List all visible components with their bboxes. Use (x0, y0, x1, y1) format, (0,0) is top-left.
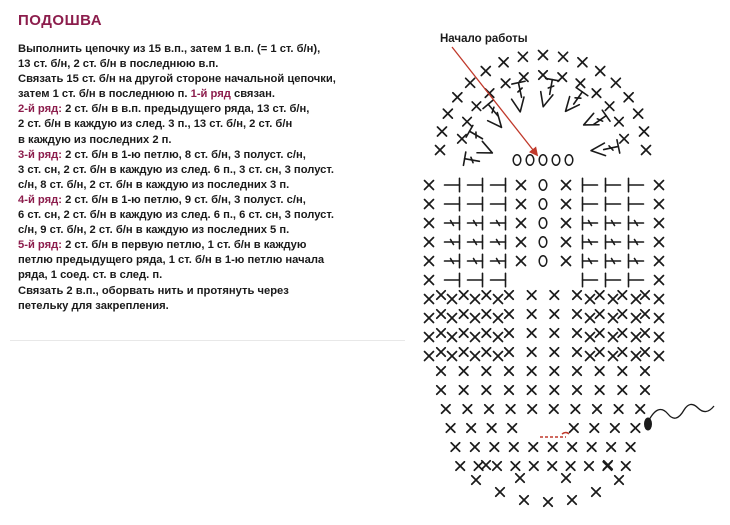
single-crochet-symbol (595, 367, 604, 376)
instruction-text: 2 ст. б/н в первую петлю, 1 ст. б/н в каждую (65, 239, 307, 252)
single-crochet-symbol (632, 314, 641, 323)
instruction-line: 6 ст. сн, 2 ст. б/н в каждую из след. 6 п., 6 ст. сн, 3 полуст. (18, 209, 334, 222)
single-crochet-symbol (622, 462, 631, 471)
single-crochet-symbol (550, 367, 559, 376)
instruction-line: Связать 2 в.п., оборвать нить и протянуть через (18, 284, 289, 297)
single-crochet-symbol (573, 386, 582, 395)
chain-symbol (513, 155, 521, 165)
double-crochet-symbol (445, 254, 460, 268)
half-double-crochet-symbol (583, 273, 598, 287)
single-crochet-symbol (624, 93, 633, 102)
single-crochet-symbol (527, 329, 536, 338)
half-double-crochet-symbol (606, 273, 621, 287)
single-crochet-symbol (425, 276, 434, 285)
single-crochet-symbol (482, 367, 491, 376)
increase-symbol (477, 141, 495, 158)
single-crochet-symbol (482, 348, 491, 357)
single-crochet-symbol (595, 329, 604, 338)
chain-symbol (552, 155, 560, 165)
single-crochet-symbol (611, 78, 620, 87)
single-crochet-symbol (562, 238, 571, 247)
single-crochet-symbol (641, 329, 650, 338)
single-crochet-symbol (482, 386, 491, 395)
single-crochet-symbol (505, 329, 514, 338)
single-crochet-symbol (632, 333, 641, 342)
single-crochet-symbol (562, 257, 571, 266)
single-crochet-symbol (618, 367, 627, 376)
single-crochet-symbol (550, 291, 559, 300)
single-crochet-symbol (471, 314, 480, 323)
single-crochet-symbol (518, 52, 527, 61)
double-crochet-symbol (468, 235, 483, 249)
single-crochet-symbol (618, 329, 627, 338)
single-crochet-symbol (517, 257, 526, 266)
single-crochet-symbol (573, 310, 582, 319)
single-crochet-symbol (559, 52, 568, 61)
single-crochet-symbol (539, 71, 548, 80)
single-crochet-symbol (443, 109, 452, 118)
single-crochet-symbol (425, 352, 434, 361)
single-crochet-symbol (609, 352, 618, 361)
instruction-line: 2 ст. б/н в каждую из след. 3 п., 13 ст. б/н, 2 ст. б/н (18, 118, 293, 131)
single-crochet-symbol (550, 348, 559, 357)
section-title: ПОДОШВА (18, 12, 103, 29)
double-crochet-symbol (512, 81, 528, 98)
instruction-line: Связать 15 ст. б/н на другой стороне начальной цепочки, (18, 73, 336, 86)
half-double-crochet-symbol (491, 273, 506, 287)
half-double-crochet-symbol (583, 178, 598, 192)
single-crochet-symbol (459, 348, 468, 357)
single-crochet-symbol (655, 219, 664, 228)
single-crochet-symbol (636, 405, 645, 414)
double-crochet-symbol (463, 152, 480, 168)
single-crochet-symbol (482, 310, 491, 319)
single-crochet-symbol (425, 333, 434, 342)
single-crochet-symbol (425, 257, 434, 266)
single-crochet-symbol (463, 117, 472, 126)
double-crochet-symbol (629, 235, 644, 249)
chain-symbol (539, 218, 547, 228)
single-crochet-symbol (437, 310, 446, 319)
single-crochet-symbol (550, 405, 559, 414)
single-crochet-symbol (451, 443, 460, 452)
single-crochet-symbol (586, 314, 595, 323)
single-crochet-symbol (482, 329, 491, 338)
increase-symbol (512, 97, 527, 113)
instruction-line: ряда, 1 соед. ст. в след. п. (18, 269, 163, 282)
single-crochet-symbol (655, 333, 664, 342)
single-crochet-symbol (527, 386, 536, 395)
half-double-crochet-symbol (468, 178, 483, 192)
single-crochet-symbol (618, 386, 627, 395)
instruction-line: 3 ст. сн, 2 ст. б/н в каждую из след. 6 п., 3 ст. сн, 3 полуст. (18, 163, 334, 176)
single-crochet-symbol (604, 461, 613, 470)
single-crochet-symbol (482, 461, 491, 470)
instruction-line: Выполнить цепочку из 15 в.п., затем 1 в.п. (= 1 ст. б/н), (18, 43, 321, 55)
single-crochet-symbol (595, 348, 604, 357)
half-double-crochet-symbol (468, 197, 483, 211)
instruction-line: в каждую из последних 2 п. (18, 133, 172, 146)
double-crochet-symbol (602, 140, 619, 156)
single-crochet-symbol (471, 352, 480, 361)
single-crochet-symbol (550, 329, 559, 338)
single-crochet-symbol (490, 443, 499, 452)
single-crochet-symbol (562, 474, 571, 483)
single-crochet-symbol (618, 310, 627, 319)
single-crochet-symbol (494, 333, 503, 342)
chain-symbol (539, 199, 547, 209)
single-crochet-symbol (571, 405, 580, 414)
single-crochet-symbol (425, 238, 434, 247)
double-crochet-symbol (583, 216, 598, 230)
single-crochet-symbol (550, 386, 559, 395)
half-double-crochet-symbol (445, 197, 460, 211)
single-crochet-symbol (641, 310, 650, 319)
yarn-tail (648, 404, 714, 422)
half-double-crochet-symbol (445, 178, 460, 192)
single-crochet-symbol (548, 443, 557, 452)
single-crochet-symbol (459, 367, 468, 376)
single-crochet-symbol (527, 367, 536, 376)
single-crochet-symbol (620, 135, 629, 144)
half-double-crochet-symbol (583, 197, 598, 211)
chain-symbol (539, 256, 547, 266)
single-crochet-symbol (472, 102, 481, 111)
single-crochet-symbol (550, 310, 559, 319)
single-crochet-symbol (655, 181, 664, 190)
single-crochet-symbol (510, 443, 519, 452)
double-crochet-symbol (468, 254, 483, 268)
single-crochet-symbol (453, 93, 462, 102)
single-crochet-symbol (494, 352, 503, 361)
single-crochet-symbol (425, 295, 434, 304)
half-double-crochet-symbol (468, 273, 483, 287)
single-crochet-symbol (499, 58, 508, 67)
end-marker (562, 433, 569, 435)
instruction-line: с/н, 8 ст. б/н, 2 ст. б/н в каждую из последних 3 п. (18, 178, 290, 191)
half-double-crochet-symbol (629, 178, 644, 192)
single-crochet-symbol (595, 310, 604, 319)
single-crochet-symbol (587, 443, 596, 452)
single-crochet-symbol (456, 462, 465, 471)
instruction-text: 2 ст. б/н в 1-ю петлю, 9 ст. б/н, 3 полуст. с/н, (65, 193, 306, 206)
instruction-line: с/н, 9 ст. б/н, 2 ст. б/н в каждую из последних 5 п. (18, 224, 290, 237)
single-crochet-symbol (566, 462, 575, 471)
single-crochet-symbol (618, 291, 627, 300)
single-crochet-symbol (573, 291, 582, 300)
single-crochet-symbol (586, 333, 595, 342)
single-crochet-symbol (570, 424, 579, 433)
double-crochet-symbol (491, 235, 506, 249)
single-crochet-symbol (511, 462, 520, 471)
single-crochet-symbol (508, 424, 517, 433)
single-crochet-symbol (442, 405, 451, 414)
single-crochet-symbol (482, 291, 491, 300)
double-crochet-symbol (445, 235, 460, 249)
single-crochet-symbol (487, 424, 496, 433)
single-crochet-symbol (458, 135, 467, 144)
single-crochet-symbol (655, 314, 664, 323)
single-crochet-symbol (544, 498, 553, 507)
single-crochet-symbol (578, 58, 587, 67)
single-crochet-symbol (437, 127, 446, 136)
single-crochet-symbol (493, 462, 502, 471)
single-crochet-symbol (517, 181, 526, 190)
single-crochet-symbol (505, 367, 514, 376)
start-arrow (452, 47, 537, 155)
single-crochet-symbol (568, 443, 577, 452)
double-crochet-symbol (483, 100, 503, 120)
double-crochet-symbol (629, 254, 644, 268)
double-crochet-symbol (629, 216, 644, 230)
single-crochet-symbol (641, 348, 650, 357)
single-crochet-symbol (595, 291, 604, 300)
single-crochet-symbol (459, 291, 468, 300)
single-crochet-symbol (527, 348, 536, 357)
half-double-crochet-symbol (606, 197, 621, 211)
single-crochet-symbol (466, 78, 475, 87)
single-crochet-symbol (425, 181, 434, 190)
single-crochet-symbol (655, 276, 664, 285)
double-crochet-symbol (491, 254, 506, 268)
half-double-crochet-symbol (491, 178, 506, 192)
single-crochet-symbol (425, 219, 434, 228)
double-crochet-symbol (606, 216, 621, 230)
single-crochet-symbol (459, 310, 468, 319)
single-crochet-symbol (593, 405, 602, 414)
instruction-text: связан. (233, 88, 275, 101)
single-crochet-symbol (520, 73, 529, 82)
single-crochet-symbol (505, 291, 514, 300)
single-crochet-symbol (527, 291, 536, 300)
single-crochet-symbol (448, 314, 457, 323)
single-crochet-symbol (505, 386, 514, 395)
single-crochet-symbol (626, 443, 635, 452)
single-crochet-symbol (641, 291, 650, 300)
single-crochet-symbol (605, 102, 614, 111)
single-crochet-symbol (596, 67, 605, 76)
single-crochet-symbol (640, 127, 649, 136)
half-double-crochet-symbol (629, 273, 644, 287)
single-crochet-symbol (494, 295, 503, 304)
single-crochet-symbol (568, 496, 577, 505)
single-crochet-symbol (459, 386, 468, 395)
single-crochet-symbol (529, 443, 538, 452)
row-label: 1-й ряд (190, 88, 231, 101)
row-label: 3-й ряд: (18, 148, 62, 161)
single-crochet-symbol (501, 79, 510, 88)
single-crochet-symbol (562, 219, 571, 228)
single-crochet-symbol (558, 73, 567, 82)
single-crochet-symbol (496, 488, 505, 497)
single-crochet-symbol (472, 476, 481, 485)
single-crochet-symbol (655, 257, 664, 266)
single-crochet-symbol (585, 462, 594, 471)
single-crochet-symbol (641, 386, 650, 395)
yarn-knot-symbol (644, 418, 652, 431)
single-crochet-symbol (576, 79, 585, 88)
single-crochet-symbol (530, 462, 539, 471)
instruction-text: 2 ст. б/н в в.п. предыдущего ряда, 13 ст. б/н, (65, 103, 310, 116)
single-crochet-symbol (655, 238, 664, 247)
single-crochet-symbol (632, 295, 641, 304)
single-crochet-symbol (642, 146, 651, 155)
single-crochet-symbol (471, 443, 480, 452)
single-crochet-symbol (641, 367, 650, 376)
half-double-crochet-symbol (606, 178, 621, 192)
single-crochet-symbol (517, 238, 526, 247)
single-crochet-symbol (471, 333, 480, 342)
single-crochet-symbol (463, 405, 472, 414)
double-crochet-symbol (606, 235, 621, 249)
chain-symbol (565, 155, 573, 165)
single-crochet-symbol (425, 200, 434, 209)
half-double-crochet-symbol (491, 197, 506, 211)
single-crochet-symbol (437, 367, 446, 376)
single-crochet-symbol (485, 405, 494, 414)
single-crochet-symbol (517, 219, 526, 228)
single-crochet-symbol (592, 89, 601, 98)
single-crochet-symbol (539, 51, 548, 60)
single-crochet-symbol (505, 310, 514, 319)
single-crochet-symbol (437, 291, 446, 300)
single-crochet-symbol (615, 117, 624, 126)
single-crochet-symbol (573, 329, 582, 338)
single-crochet-symbol (459, 329, 468, 338)
single-crochet-symbol (505, 348, 514, 357)
single-crochet-symbol (590, 424, 599, 433)
single-crochet-symbol (586, 295, 595, 304)
row-label: 2-й ряд: (18, 103, 62, 116)
single-crochet-symbol (607, 443, 616, 452)
single-crochet-symbol (631, 424, 640, 433)
single-crochet-symbol (614, 405, 623, 414)
single-crochet-symbol (437, 329, 446, 338)
single-crochet-symbol (586, 352, 595, 361)
half-double-crochet-symbol (445, 273, 460, 287)
chain-symbol (539, 237, 547, 247)
double-crochet-symbol (606, 254, 621, 268)
double-crochet-symbol (583, 235, 598, 249)
single-crochet-symbol (618, 348, 627, 357)
half-double-crochet-symbol (629, 197, 644, 211)
single-crochet-symbol (448, 333, 457, 342)
single-crochet-symbol (494, 314, 503, 323)
single-crochet-symbol (609, 295, 618, 304)
single-crochet-symbol (446, 424, 455, 433)
chain-symbol (539, 180, 547, 190)
single-crochet-symbol (425, 314, 434, 323)
start-label: Начало работы (440, 33, 528, 45)
instruction-line: петлю предыдущего ряда, 1 ст. б/н в 1-ю петлю начала (18, 254, 325, 267)
instruction-line: петельку для закрепления. (18, 299, 169, 312)
single-crochet-symbol (471, 295, 480, 304)
row-label: 4-й ряд: (18, 193, 62, 206)
double-crochet-symbol (468, 216, 483, 230)
instruction-text: затем 1 ст. б/н в последнюю п. (18, 88, 188, 101)
single-crochet-symbol (448, 352, 457, 361)
single-crochet-symbol (506, 405, 514, 414)
single-crochet-symbol (437, 348, 446, 357)
double-crochet-symbol (491, 216, 506, 230)
instruction-line: 13 ст. б/н, 2 ст. б/н в последнюю в.п. (18, 58, 219, 71)
single-crochet-symbol (595, 386, 604, 395)
single-crochet-symbol (516, 474, 525, 483)
single-crochet-symbol (611, 424, 620, 433)
single-crochet-symbol (609, 333, 618, 342)
single-crochet-symbol (481, 67, 490, 76)
single-crochet-symbol (548, 462, 557, 471)
single-crochet-symbol (517, 200, 526, 209)
double-crochet-symbol (445, 216, 460, 230)
single-crochet-symbol (527, 310, 536, 319)
single-crochet-symbol (655, 295, 664, 304)
double-crochet-symbol (583, 254, 598, 268)
single-crochet-symbol (436, 146, 445, 155)
single-crochet-symbol (573, 367, 582, 376)
single-crochet-symbol (615, 476, 624, 485)
single-crochet-symbol (528, 405, 537, 414)
single-crochet-symbol (609, 314, 618, 323)
single-crochet-symbol (655, 352, 664, 361)
chain-symbol (526, 155, 534, 165)
row-label: 5-й ряд: (18, 239, 62, 252)
instruction-text: 2 ст. б/н в 1-ю петлю, 8 ст. б/н, 3 полуст. с/н, (65, 148, 306, 161)
single-crochet-symbol (655, 200, 664, 209)
single-crochet-symbol (632, 352, 641, 361)
single-crochet-symbol (467, 424, 476, 433)
double-crochet-symbol (543, 78, 559, 95)
single-crochet-symbol (562, 200, 571, 209)
single-crochet-symbol (592, 488, 601, 497)
single-crochet-symbol (448, 295, 457, 304)
start-chain-symbol (539, 155, 547, 165)
single-crochet-symbol (573, 348, 582, 357)
single-crochet-symbol (562, 181, 571, 190)
single-crochet-symbol (520, 496, 529, 505)
single-crochet-symbol (634, 109, 643, 118)
single-crochet-symbol (437, 386, 446, 395)
